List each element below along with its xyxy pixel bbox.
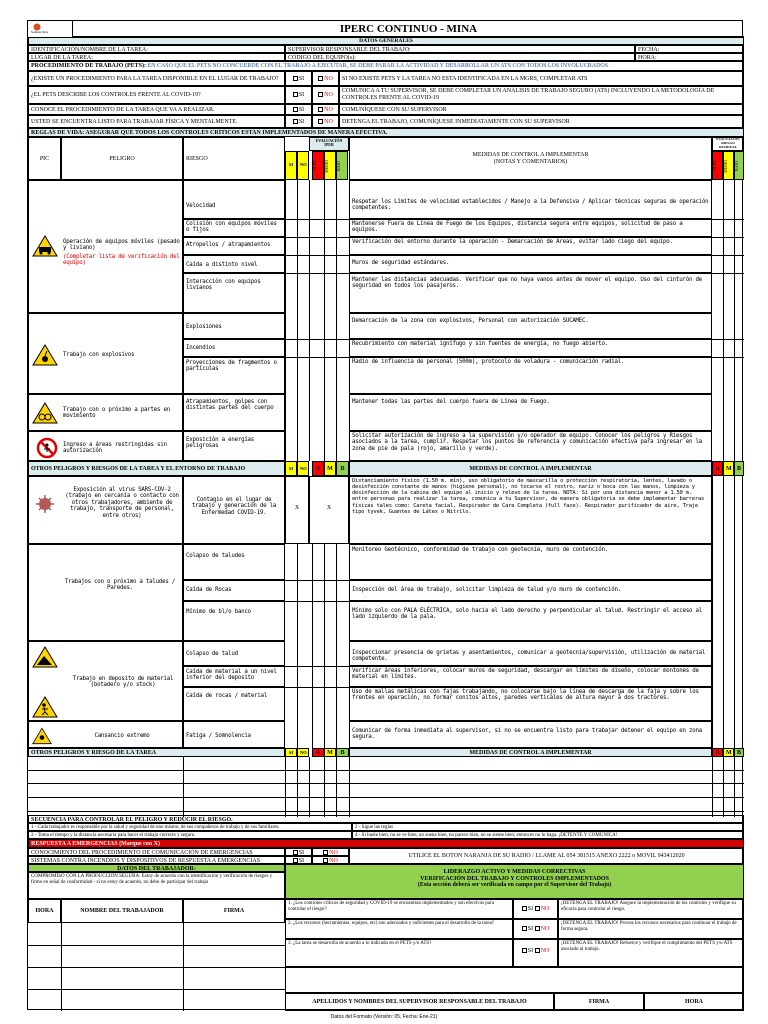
worker-rows[interactable] [28,923,285,1011]
sequence-item-3: 3 - Toma el tiempo y la distancia necesaria para hacer el trabajo correcto y seguro. [28,831,352,839]
rules-of-life-header: REGLAS DE VIDA: ASEGURAR QUE TODOS LOS CONTROLES CRÍTICOS ESTAN IMPLEMENTADOS DE MANERA EFECTIVA. [28,128,744,137]
sequence-item-4: 4 - Si huele bien, no se ve bien, no suena bien, no parece bien, no se siente bien; entonces no lo haga. ¡DETENTE Y COMUNICA! [352,831,744,839]
hazard-note: (Completar lista de verificación del equipo) [63,254,180,267]
worker-commitment: COMPROMISO CON LA PRODUCCION SEGURA: Estoy de acuerdo con la identificación y verificación de riesgos y firmo en señal de conformidad - si no estoy de acuerdo, no debo de participar del trabajo [28,872,285,899]
covid-no-mark[interactable]: X [309,476,349,544]
control-explosiones: Demarcación de la zona con explosivos, Personal con autorización SUCAMEC. [349,313,712,339]
risk-explosiones: Explosiones [183,313,285,339]
emergency-q2-si[interactable]: SI [285,856,312,864]
iperc-form: Southern Peru IPERC CONTINUO - MINA DATOS GENERALES IDENTIFICACIÓN/NOMBRE DE LA TAREA: SUPERVISOR RESPONSABLE DEL TRABAJO: FECHA: LUGAR DE LA TAREA: CODIGO DEL EQUIPO(s): HORA: PROCEDIMIENTO DE TRABAJO (PETS): EN CASO QUE EL PETS NO CONCUERDE CON EL TRABAJO A EJECUTAR, SE DEBE PARAR LA ACTIVIDAD Y DESARROLLAR UN ATS CON TODOS LOS INVOLUCRADOS ¿EXISTE UN PROCEDIMIENTO PARA LA TAREA DISPONIBLE EN EL LUGAR DE TRABAJO? SI NO SI NO EXISTE PETS Y LA TAREA NO ESTA IDENTIFICADA EN LA MGRS, COMPLETAR ATS ¿EL PETS DESCRIBE LOS CONTROLES FRENTE AL COVID-19? SI NO COMUNICA A TU SUPERVISOR, SE DEBE COMPLETAR UN ANÁLISIS DE TRABAJO SEGURO (ATS) INCLUYENDO LA METODOLOGÍA DE CONTROLES FRENTE AL COVID-19 CONOCE EL PROCEDIMIENTO DE LA TAREA QUE VA A REALIZAR. SI NO COMUNÍQUESE CON SU SUPERVISOR USTED SE ENCUENTRA LISTO PARA TRABAJAR FÍSICA Y MENTALMENTE. SI NO DETENGA EL TRABAJO, COMUNÍQUESE INMEDIATAMENTE CON SU SUPERVISOR REGLAS DE VIDA: ASEGURAR QUE TODOS LOS CONTROLES CRÍTICOS ESTAN IMPLEMENTADOS DE MANERA EFECTIVA. PIC PELIGRO RIESGO SI NO EVALUACIÓN IPER ALTO MEDIO BAJO MEDIDAS DE CONTROL A IMPLEMENTAR (NOTAS Y COMENTARIOS) EVALUACIÓN RIESGO RESIDUAL ALTO MEDIO BAJO Operación de equipos móviles (pesado y liviano) (Completar lista de verificación del equipo) Velocidad Colisión con equipos móviles o fijos Atropellos / atrapamientos Caída a distinto nivel Interacción con equipos livianos Respetar los Límites de velocidad establecidos / Manejo a la Defensiva / Aplicar técnicas seguras de operación competentes. Mantenerse Fuera de Línea de Fuego de los Equipos, distancia segura entre equipos, solicitud de paso a equipos. Verificación del entorno durante la operación - Demarcación de Áreas, evitar lado ciego del equipo. Muros de seguridad estándares. Mantener las distancias adecuadas. Verificar que no haya vanos antes de mover el equipo. Uso del cinturón de seguridad en todos los pasajeros. Trabajo con explosivos Explosiones Incendios Proyecciones de fragmentos o partículas Demarcación de la zona con explosivos, Personal con autorización SUCAMEC. Recubrimiento con material ignífugo y sin fuentes de energía, no fuego abierto. Radio de influencia de personal (500m), protocolo de voladura - comunicación radial. Trabajo con o próximo a partes en movimiento Atrapamientos, golpes con distintas partes del cuerpo Mantener todas las partes del cuerpo fuera de Línea de Fuego. Ingreso a áreas restringidas sin autorización Exposición a energías peligrosas Solicitar autorización de ingreso a la supervisión y/o operador de equipo. Conocer los peligros y Riesgos asociados a la tarea, cumplir. Respetar los puntos de referencia y comunicación efectiva para ingresar en la zona de pie de pala (rojo, amarillo y verde). OTROS PELIGROS Y RIESGOS DE LA TAREA Y EL ENTORNO DE TRABAJO SI NO A M B MEDIDAS DE CONTROL A IMPLEMENTAR A M B Exposición al virus SARS-COV-2 (trabajo en cercanía o contacto con otros trabajadores, ambiente de trabajo, transporte de personal, entre otros) Contagio en el lugar de trabajo y generación de la Enfermedad COVID-19. X X Distanciamiento físico (1.50 m. mín), uso obligatorio de mascarilla o protección respiratoria, lentes, lavado o desinfección constante de manos (higiene personal), no tocarse el rostro, nariz o boca con las manos, limpieza y desinfección de la cabina del equipo al inicio y relevo de la tarea. NOTA: Si por una distancia menor a 1.50 m. entre personas para realizar la tarea, comunica a tu Supervisor, de manera obligatoria se debe implementar barreras físicas tales como: Careta facial, Respirador de Cara Completa (full face). Respirador purificador de aire, Traje tipo tyvek, Guantes de Látex o Nitrilo. Trabajos con o próximo a taludes / Paredes. Colapso de taludes Caída de Rocas Mínimo de bl/o banco Monitoreo Geotécnico, conformidad de trabajo con geotecnia, muro de contención. Inspección del área de trabajo, solicitar limpieza de talud y/o muro de contención. Mínimo solo con PALA ELÉCTRICA, solo hacia el lado derecho y perpendicular al talud. Restringir el acceso al lado izquierdo de la pala. Trabajo en deposito de material (botadero y/o stock) Colapso de talud Caída de material a un nivel inferior del deposito Caída de rocas / material Inspeccionar presencia de grietas y asentamientos, comunicar a geotecnia/supervisión, utilización de material competente. Verificar áreas inferiores, colocar muros de seguridad, descargar en límites de diseño, colocar montones de material en límites. Uso de mallas metálicas con fajas trabajando, no colocarse bajo la línea de descarga de la faja y sobre los frentes en operación, no formar conitos altos, paredes verticales de altura mayor a dos tractores. Cansancio extremo Fatiga / Somnolencia Comunicar de forma inmediata al supervisor, si no se encuentra listo para trabajar detener el equipo en zona segura. OTROS PELIGROS Y RIESGO DE LA TAREA SI NO A M B MEDIDAS DE CONTROL A IMPLEMENTAR A M B SECUENCIA PARA CONTROLAR EL PELIGRO Y REDUCIR EL RIESGO. 1 - Cada trabajador es responsable por la salud y seguridad de uno mismo, de sus compañeros de trabajo y de sus familiares. 2 - Sigue las reglas 3 - Toma el tiempo y la distancia necesaria para hacer el trabajo correcto y seguro. 4 - Si huele bien, no se ve bien, no suena bien, no parece bien, no se siente bien; entonces no lo haga. ¡DETENTE Y COMUNICA! RESPUESTA A EMERGENCIAS (Marque con X) CONOCIMIENTO DEL PROCEDIMIENTO DE COMUNICACIÓN DE EMERGENCIAS SI NO SISTEMAS CONTRA INCENDIOS Y DISPOSITIVOS DE RESPUESTA A EMERGENCIAS SI NO UTILICE EL BOTON NARANJA DE SU RADIO / LLAME AL 054 381515 ANEXO 2222 o MOVIL 943412020 DATOS DEL TRABAJADOR- COMPROMISO CON LA PRODUCCION SEGURA: Estoy de acuerdo con la identificación y verificación de riesgos y firmo en señal de conformidad - si no estoy de acuerdo, no debo de participar del trabajo HORA NOMBRE DEL TRABAJADOR FIRMA LIDERAZGO ACTIVO Y MEDIDAS CORRECTIVAS VERIFICACIÓN DEL TRABAJO Y CONTROLES IMPLEMENTADOS (Esta sección deberá ser verificada en campo por el Supervisor del Trabajo) 1. ¿Los controles críticos de seguridad y COVID-19 se encuentran implementados y son efectivos para controlar el riesgo? SI NO ¡DETENGA EL TRABAJO! Asegure la implementación de los controles y verifique su eficacia para controlar el riesgo. 2. ¿Los recursos (herramientas, equipos, etc) son adecuados y suficientes para el desarrollo de la tarea? SI NO ¡DETENGA EL TRABAJO! Provea los recursos necesarios para continuar el trabajo de forma segura. 3. ¿La tarea se desarrolla de acuerdo a lo indicado en el PETS y/o ATS? SI NO ¡DETENGA EL TRABAJO! Refuerce y verifique el cumplimiento del PETS y/o ATS asociado al trabajo. APELLIDOS Y NOMBRES DEL SUPERVISOR RESPONSABLE DEL TRABAJO FIRMA HORA [27,20,743,1010]
sequence-title: SECUENCIA PARA CONTROLAR EL PELIGRO Y REDUCIR EL RIESGO. [28,815,744,823]
general-data-header: DATOS GENERALES [28,37,744,45]
virus-icon [32,493,58,515]
worker-col-firma: FIRMA [183,899,285,923]
explosive-warning-icon [32,344,58,366]
worker-col-nombre: NOMBRE DEL TRABAJADOR [61,899,183,923]
place-field[interactable]: LUGAR DE LA TAREA: [28,53,285,61]
form-footer: Datos del Formato (Versión: 05, Fecha: Ene-21) [330,1014,438,1020]
risk-interaccion: Interacción con equipos livianos [183,273,285,313]
pets-q4-si[interactable]: SI [285,115,312,128]
hazard-label: Operación de equipos móviles (pesado y liviano) [63,239,180,252]
pets-q1-no[interactable]: NO [312,71,339,86]
risk-caida-material: Caída de material a un nivel inferior del deposito [183,666,285,687]
emergency-q1: CONOCIMIENTO DEL PROCEDIMIENTO DE COMUNICACIÓN DE EMERGENCIAS [28,848,285,856]
col-medidas: MEDIDAS DE CONTROL A IMPLEMENTAR (NOTAS Y COMENTARIOS) [349,137,712,180]
control-colapso-talud: Inspeccionar presencia de grietas y asentamientos, comunicar a geotecnia/supervisión, utilización de material competente. [349,641,712,666]
control-restricted-area: Solicitar autorización de ingreso a la supervisión y/o operador de equipo. Conocer los peligros y Riesgos asociados a la tarea, cumplir. Respetar los puntos de referencia y comunicación efectiva para ingresar en la zona de pie de pala (rojo, amarillo y verde). [349,431,712,461]
control-velocidad: Respetar los Límites de velocidad establecidos / Manejo a la Defensiva / Aplicar técnicas seguras de operación competentes. [349,180,712,219]
col-bajo: BAJO [336,151,348,180]
machine-warning-icon [32,235,58,257]
risk-minimo-banco: Mínimo de bl/o banco [183,601,285,641]
control-caida-rocas: Inspección del área de trabajo, solicitar limpieza de talud y/o muro de contención. [349,580,712,601]
form-title: IPERC CONTINUO - MINA [72,21,744,37]
risk-atrapamientos: Atrapamientos, golpes con distintas partes del cuerpo [183,394,285,431]
sequence-item-2: 2 - Sigue las reglas [352,823,744,831]
emergency-title: RESPUESTA A EMERGENCIAS (Marque con X) [28,839,744,848]
col-riesgo: RIESGO [183,137,285,180]
risk-velocidad: Velocidad [183,180,285,219]
leadership-header: LIDERAZGO ACTIVO Y MEDIDAS CORRECTIVAS VERIFICACIÓN DEL TRABAJO Y CONTROLES IMPLEMENTADOS (Esta sección deberá ser verificada en campo por el Supervisor del Trabajo) [285,864,744,899]
col-alto: ALTO [312,151,324,180]
pets-q2-si[interactable]: SI [285,86,312,104]
emergency-q1-si[interactable]: SI [285,848,312,856]
risk-caida-rocas: Caída de Rocas [183,580,285,601]
hazard-row-mobile-equipment [28,180,183,313]
col-medio: MEDIO [324,151,336,180]
control-minimo-banco: Mínimo solo con PALA ELÉCTRICA, solo hacia el lado derecho y perpendicular al talud. Restringir el acceso al lado izquierdo de la pala. [349,601,712,641]
date-field[interactable]: FECHA: [635,45,744,53]
emergency-q2: SISTEMAS CONTRA INCENDIOS Y DISPOSITIVOS DE RESPUESTA A EMERGENCIAS [28,856,285,864]
col-res-bajo: BAJO [734,151,744,180]
control-moving-parts: Mantener todas las partes del cuerpo fuera de Línea de Fuego. [349,394,712,431]
col-res-alto: ALTO [712,151,723,180]
leadership-q1-si-no[interactable]: SI NO [513,899,558,919]
risk-proyecciones: Proyecciones de fragmentos o partículas [183,357,285,394]
hazard-row-slopes: Trabajos con o próximo a taludes / Paredes. [28,544,183,641]
emergency-q1-no[interactable]: NO [312,848,349,856]
no-entry-icon [34,437,60,459]
risk-colision: Colisión con equipos móviles o fijos [183,219,285,237]
task-id-field[interactable]: IDENTIFICACIÓN/NOMBRE DE LA TAREA: [28,45,285,53]
emergency-note: UTILICE EL BOTON NARANJA DE SU RADIO / LLAME AL 054 381515 ANEXO 2222 o MOVIL 943412020 [349,848,744,864]
pets-q1-si[interactable]: SI [285,71,312,86]
pets-q3-no[interactable]: NO [312,104,339,115]
hazard-row-explosives: Trabajo con explosivos [28,313,183,394]
supervisor-sign-space[interactable] [285,967,744,993]
col-eval-iper: EVALUACIÓN IPER [309,137,349,151]
col-peligro: PELIGRO [61,137,183,180]
fatigue-warning-icon [32,727,52,745]
time-field[interactable]: HORA: [635,53,744,61]
entanglement-warning-icon [32,402,58,424]
pets-q2-no[interactable]: NO [312,86,339,104]
leadership-q2-si-no[interactable]: SI NO [513,919,558,939]
control-atropellos: Verificación del entorno durante la operación - Demarcación de Áreas, evitar lado ciego del equipo. [349,237,712,255]
control-colision: Mantenerse Fuera de Línea de Fuego de los Equipos, distancia segura entre equipos, solicitud de paso a equipos. [349,219,712,237]
leadership-q3-si-no[interactable]: SI NO [513,939,558,967]
control-interaccion: Mantener las distancias adecuadas. Verificar que no haya vanos antes de mover el equipo. Uso del cinturón de seguridad en todos los pasajeros. [349,273,712,313]
risk-atropellos: Atropellos / atrapamientos [183,237,285,255]
worker-col-hora: HORA [28,899,61,923]
control-covid: Distanciamiento físico (1.50 m. mín), uso obligatorio de mascarilla o protección respiratoria, lentes, lavado o desinfección constante de manos (higiene personal), no tocarse el rostro, nariz o boca con las manos, limpieza y desinfección de la cabina del equipo al inicio y relevo de la tarea. NOTA: Si por una distancia menor a 1.50 m. entre personas para realizar la tarea, comunica a tu Supervisor, de manera obligatoria se debe implementar barreras físicas tales como: Careta facial, Respirador de Cara Completa (full face). Respirador purificador de aire, Traje tipo tyvek, Guantes de Látex o Nitrilo. [349,476,712,544]
supervisor-hora-label: HORA [644,993,744,1011]
risk-fatiga: Fatiga / Somnolencia [183,721,285,748]
risk-covid: Contagio en el lugar de trabajo y generación de la Enfermedad COVID-19. [183,476,285,544]
falling-person-icon [32,696,58,718]
empty-hazard-rows[interactable] [28,757,744,817]
col-pic: PIC [28,137,61,180]
control-proyecciones: Radio de influencia de personal (500m), protocolo de voladura - comunicación radial. [349,357,712,394]
col-no: NO [297,151,309,180]
control-fatigue: Comunicar de forma inmediata al supervisor, si no se encuentra listo para trabajar detener el equipo en zona segura. [349,721,712,748]
landslide-warning-icon [32,646,58,668]
control-incendios: Recubrimiento con material ignífugo y sin fuentes de energía, no fuego abierto. [349,339,712,357]
covid-si-mark[interactable]: X [285,476,309,544]
supervisor-firma-label: FIRMA [554,993,644,1011]
sequence-item-1: 1 - Cada trabajador es responsable por la salud y seguridad de uno mismo, de sus compañeros de trabajo y de sus familiares. [28,823,352,831]
pets-q4-no[interactable]: NO [312,115,339,128]
hazard-row-fatigue: Cansancio extremo [28,721,183,748]
risk-colapso-talud: Colapso de talud [183,641,285,666]
risk-caida-rocas-material: Caída de rocas / material [183,687,285,721]
company-logo: Southern Peru [30,22,70,36]
other-hazards-header: OTROS PELIGROS Y RIESGOS DE LA TAREA Y EL ENTORNO DE TRABAJO [28,461,285,476]
equipment-code-field[interactable]: CODIGO DEL EQUIPO(s): [285,53,635,61]
risk-energias: Exposición a energías peligrosas [183,431,285,461]
emergency-q2-no[interactable]: NO [312,856,349,864]
other-task-hazards-header: OTROS PELIGROS Y RIESGO DE LA TAREA [28,748,285,757]
hazard-row-moving-parts: Trabajo con o próximo a partes en movimiento [28,394,183,431]
control-colapso-taludes: Monitoreo Geotécnico, conformidad de trabajo con geotecnia, muro de contención. [349,544,712,580]
risk-incendios: Incendios [183,339,285,357]
control-caida: Muros de seguridad estándares. [349,255,712,273]
hazard-row-restricted-area: Ingreso a áreas restringidas sin autorización [28,431,183,461]
col-si: SI [285,151,297,180]
worker-data-title: DATOS DEL TRABAJADOR- [28,864,285,872]
pets-header: PROCEDIMIENTO DE TRABAJO (PETS): EN CASO QUE EL PETS NO CONCUERDE CON EL TRABAJO A EJECUTAR, SE DEBE PARAR LA ACTIVIDAD Y DESARROLLAR UN ATS CON TODOS LOS INVOLUCRADOS [28,61,744,71]
risk-caida: Caída a distinto nivel [183,255,285,273]
control-caida-material: Verificar áreas inferiores, colocar muros de seguridad, descargar en límites de diseño, colocar montones de material en límites. [349,666,712,687]
col-eval-residual: EVALUACIÓN RIESGO RESIDUAL [712,137,744,151]
col-res-medio: MEDIO [723,151,734,180]
risk-colapso-taludes: Colapso de taludes [183,544,285,580]
supervisor-name-label: APELLIDOS Y NOMBRES DEL SUPERVISOR RESPONSABLE DEL TRABAJO [285,993,554,1011]
hazard-row-covid: Exposición al virus SARS-COV-2 (trabajo en cercanía o contacto con otros trabajadores, ambiente de trabajo, transporte de personal, entre otros) [28,476,183,544]
pets-q3-si[interactable]: SI [285,104,312,115]
hazard-row-deposit: Trabajo en deposito de material (botadero y/o stock) [28,641,183,721]
supervisor-field[interactable]: SUPERVISOR RESPONSABLE DEL TRABAJO: [285,45,635,53]
control-caida-rocas-material: Uso de mallas metálicas con fajas trabajando, no colocarse bajo la línea de descarga de la faja y sobre los frentes en operación, no formar conitos altos, paredes verticales de altura mayor a dos tractores. [349,687,712,721]
